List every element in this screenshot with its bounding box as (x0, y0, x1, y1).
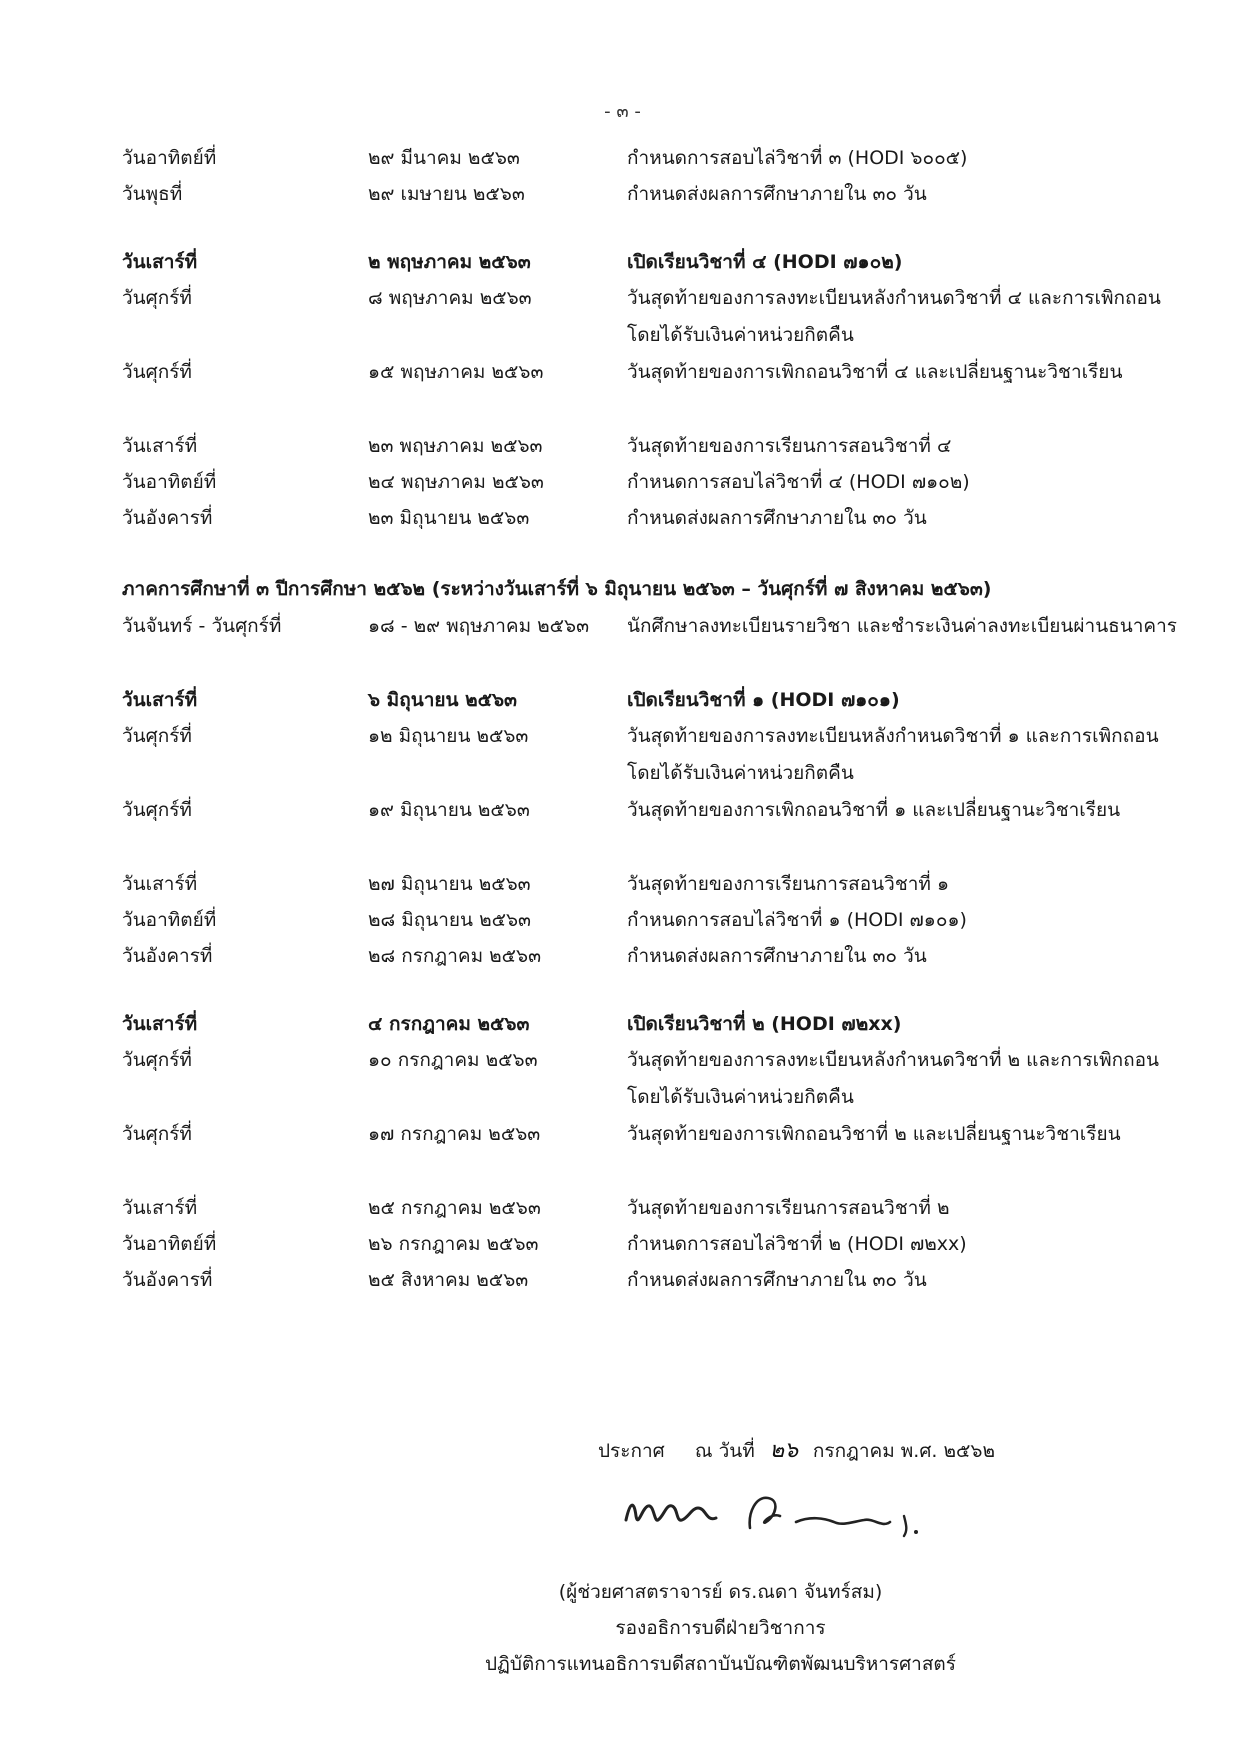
schedule-description: กำหนดส่งผลการศึกษาภายใน ๓๐ วัน (627, 1269, 927, 1291)
schedule-date: ๑๗ กรกฎาคม ๒๕๖๓ (368, 1123, 541, 1145)
schedule-description: กำหนดการสอบไล่วิชาที่ ๓ (HODI ๖๐๐๕) (627, 147, 968, 169)
schedule-description: วันสุดท้ายของการลงทะเบียนหลังกำหนดวิชาที่ ๒ และการเพิกถอนโดยได้รับเงินค่าหน่วยกิตคืน (627, 1049, 1160, 1108)
schedule-date: ๒๕ กรกฎาคม ๒๕๖๓ (368, 1197, 541, 1219)
schedule-block-term3-course1 (0, 608, 1245, 974)
signer-name: (ผู้ช่วยศาสตราจารย์ ดร.ณดา จันทร์สม) (558, 1581, 883, 1603)
schedule-description: วันสุดท้ายของการเรียนการสอนวิชาที่ ๑ (627, 873, 950, 895)
schedule-day: วันเสาร์ที่ (122, 1013, 198, 1035)
schedule-date: ๑๒ มิถุนายน ๒๕๖๓ (368, 725, 529, 747)
schedule-description: วันสุดท้ายของการลงทะเบียนหลังกำหนดวิชาที่ ๑ และการเพิกถอนโดยได้รับเงินค่าหน่วยกิตคืน (627, 725, 1159, 784)
schedule-date: ๑๐ กรกฎาคม ๒๕๖๓ (368, 1049, 538, 1071)
schedule-row (0, 792, 1245, 866)
schedule-description: นักศึกษาลงทะเบียนรายวิชา และชำระเงินค่าลงทะเบียนผ่านธนาคาร (627, 615, 1178, 637)
schedule-row (0, 1190, 1245, 1226)
schedule-day: วันอังคารที่ (122, 1269, 213, 1291)
schedule-date: ๑๘ - ๒๙ พฤษภาคม ๒๕๖๓ (368, 615, 590, 637)
schedule-day: วันเสาร์ที่ (122, 251, 198, 273)
schedule-day: วันศุกร์ที่ (122, 1123, 192, 1145)
schedule-date: ๔ กรกฎาคม ๒๕๖๓ (368, 1013, 530, 1035)
schedule-row (0, 866, 1245, 902)
schedule-date: ๑๙ มิถุนายน ๒๕๖๓ (368, 799, 530, 821)
schedule-day: วันอาทิตย์ที่ (122, 909, 217, 931)
schedule-row (0, 354, 1245, 428)
schedule-row (0, 176, 1245, 212)
schedule-date: ๘ พฤษภาคม ๒๕๖๓ (368, 287, 532, 309)
schedule-day: วันศุกร์ที่ (122, 287, 192, 309)
schedule-row (0, 500, 1245, 536)
announcement-line (598, 1432, 1245, 1467)
schedule-row (0, 280, 1245, 354)
schedule-day: วันอาทิตย์ที่ (122, 471, 217, 493)
schedule-row (0, 1226, 1245, 1262)
schedule-row (0, 1042, 1245, 1116)
announcement-prefix: ประกาศ (598, 1440, 665, 1462)
schedule-date: ๒๓ พฤษภาคม ๒๕๖๓ (368, 435, 543, 457)
schedule-day: วันเสาร์ที่ (122, 689, 198, 711)
schedule-block-course4 (0, 244, 1245, 536)
schedule-description: กำหนดส่งผลการศึกษาภายใน ๓๐ วัน (627, 945, 927, 967)
schedule-day: วันอาทิตย์ที่ (122, 147, 217, 169)
schedule-description: เปิดเรียนวิชาที่ ๑ (HODI ๗๑๐๑) (627, 689, 900, 711)
schedule-row (0, 718, 1245, 792)
schedule-row (0, 1262, 1245, 1298)
schedule-date: ๒๘ กรกฎาคม ๒๕๖๓ (368, 945, 542, 967)
schedule-row (0, 140, 1245, 176)
schedule-date: ๖ มิถุนายน ๒๕๖๓ (368, 689, 518, 711)
schedule-description: กำหนดการสอบไล่วิชาที่ ๑ (HODI ๗๑๐๑) (627, 909, 967, 931)
schedule-date: ๒๘ มิถุนายน ๒๕๖๓ (368, 909, 532, 931)
schedule-block-course3-end (0, 140, 1245, 212)
signer-position: รองอธิการบดีฝ่ายวิชาการ (615, 1617, 826, 1639)
signer-acting-role: ปฏิบัติการแทนอธิการบดีสถาบันบัณฑิตพัฒนบริหารศาสตร์ (485, 1653, 956, 1675)
schedule-date: ๒๕ สิงหาคม ๒๕๖๓ (368, 1269, 529, 1291)
schedule-date: ๒๙ เมษายน ๒๕๖๓ (368, 183, 525, 205)
schedule-date: ๒ พฤษภาคม ๒๕๖๓ (368, 251, 531, 273)
schedule-description: กำหนดส่งผลการศึกษาภายใน ๓๐ วัน (627, 183, 927, 205)
schedule-row (0, 682, 1245, 718)
section-gap (0, 212, 1245, 244)
schedule-day: วันอังคารที่ (122, 507, 213, 529)
schedule-description: กำหนดการสอบไล่วิชาที่ ๔ (HODI ๗๑๐๒) (627, 471, 970, 493)
schedule-date: ๒๔ พฤษภาคม ๒๕๖๓ (368, 471, 544, 493)
schedule-day: วันศุกร์ที่ (122, 1049, 192, 1071)
schedule-row (0, 244, 1245, 280)
schedule-block-term3-course2 (0, 1006, 1245, 1298)
handwritten-signature (620, 1482, 960, 1552)
schedule-day: วันศุกร์ที่ (122, 725, 192, 747)
schedule-description: วันสุดท้ายของการเพิกถอนวิชาที่ ๑ และเปลี่ยนฐานะวิชาเรียน (627, 799, 1121, 821)
schedule-row (0, 902, 1245, 938)
schedule-row (0, 608, 1245, 682)
schedule-row (0, 938, 1245, 974)
schedule-description: วันสุดท้ายของการลงทะเบียนหลังกำหนดวิชาที่ ๔ และการเพิกถอนโดยได้รับเงินค่าหน่วยกิตคืน (627, 287, 1161, 346)
schedule-day: วันอังคารที่ (122, 945, 213, 967)
schedule-row (0, 428, 1245, 464)
schedule-description: วันสุดท้ายของการเรียนการสอนวิชาที่ ๔ (627, 435, 952, 457)
schedule-row (0, 1006, 1245, 1042)
schedule-date: ๒๙ มีนาคม ๒๕๖๓ (368, 147, 520, 169)
schedule-day: วันศุกร์ที่ (122, 361, 192, 383)
handwritten-day: ๒๖ (769, 1438, 799, 1463)
schedule-description: เปิดเรียนวิชาที่ ๒ (HODI ๗๒xx) (627, 1013, 902, 1035)
schedule-description: กำหนดการสอบไล่วิชาที่ ๒ (HODI ๗๒xx) (627, 1233, 967, 1255)
schedule-row (0, 464, 1245, 500)
schedule-description: วันสุดท้ายของการเพิกถอนวิชาที่ ๒ และเปลี่ยนฐานะวิชาเรียน (627, 1123, 1121, 1145)
schedule-day: วันเสาร์ที่ (122, 435, 198, 457)
schedule-description: กำหนดส่งผลการศึกษาภายใน ๓๐ วัน (627, 507, 927, 529)
section-gap (0, 536, 1245, 568)
page-number: - ๓ - (604, 101, 641, 122)
schedule-day: วันเสาร์ที่ (122, 1197, 198, 1219)
schedule-description: เปิดเรียนวิชาที่ ๔ (HODI ๗๑๐๒) (627, 251, 903, 273)
schedule-description: วันสุดท้ายของการเพิกถอนวิชาที่ ๔ และเปลี่ยนฐานะวิชาเรียน (627, 361, 1123, 383)
schedule-day: วันอาทิตย์ที่ (122, 1233, 217, 1255)
term3-heading: ภาคการศึกษาที่ ๓ ปีการศึกษา ๒๕๖๒ (ระหว่างวันเสาร์ที่ ๖ มิถุนายน ๒๕๖๓ – วันศุกร์ที่ ๗ สิงหาคม ๒๕๖๓) (122, 578, 992, 600)
schedule-date: ๑๕ พฤษภาคม ๒๕๖๓ (368, 361, 544, 383)
section-gap (0, 974, 1245, 1006)
schedule-date: ๒๗ มิถุนายน ๒๕๖๓ (368, 873, 531, 895)
schedule-date: ๒๓ มิถุนายน ๒๕๖๓ (368, 507, 530, 529)
announcement-suffix: กรกฎาคม พ.ศ. ๒๕๖๒ (812, 1440, 995, 1462)
schedule-description: วันสุดท้ายของการเรียนการสอนวิชาที่ ๒ (627, 1197, 950, 1219)
schedule-document (0, 140, 1245, 1298)
schedule-row (0, 1116, 1245, 1190)
schedule-day: วันศุกร์ที่ (122, 799, 192, 821)
schedule-day: วันจันทร์ - วันศุกร์ที่ (122, 615, 282, 637)
schedule-date: ๒๖ กรกฎาคม ๒๕๖๓ (368, 1233, 539, 1255)
announcement-at-day: ณ วันที่ (694, 1440, 755, 1462)
schedule-day: วันพุธที่ (122, 183, 183, 205)
schedule-day: วันเสาร์ที่ (122, 873, 198, 895)
